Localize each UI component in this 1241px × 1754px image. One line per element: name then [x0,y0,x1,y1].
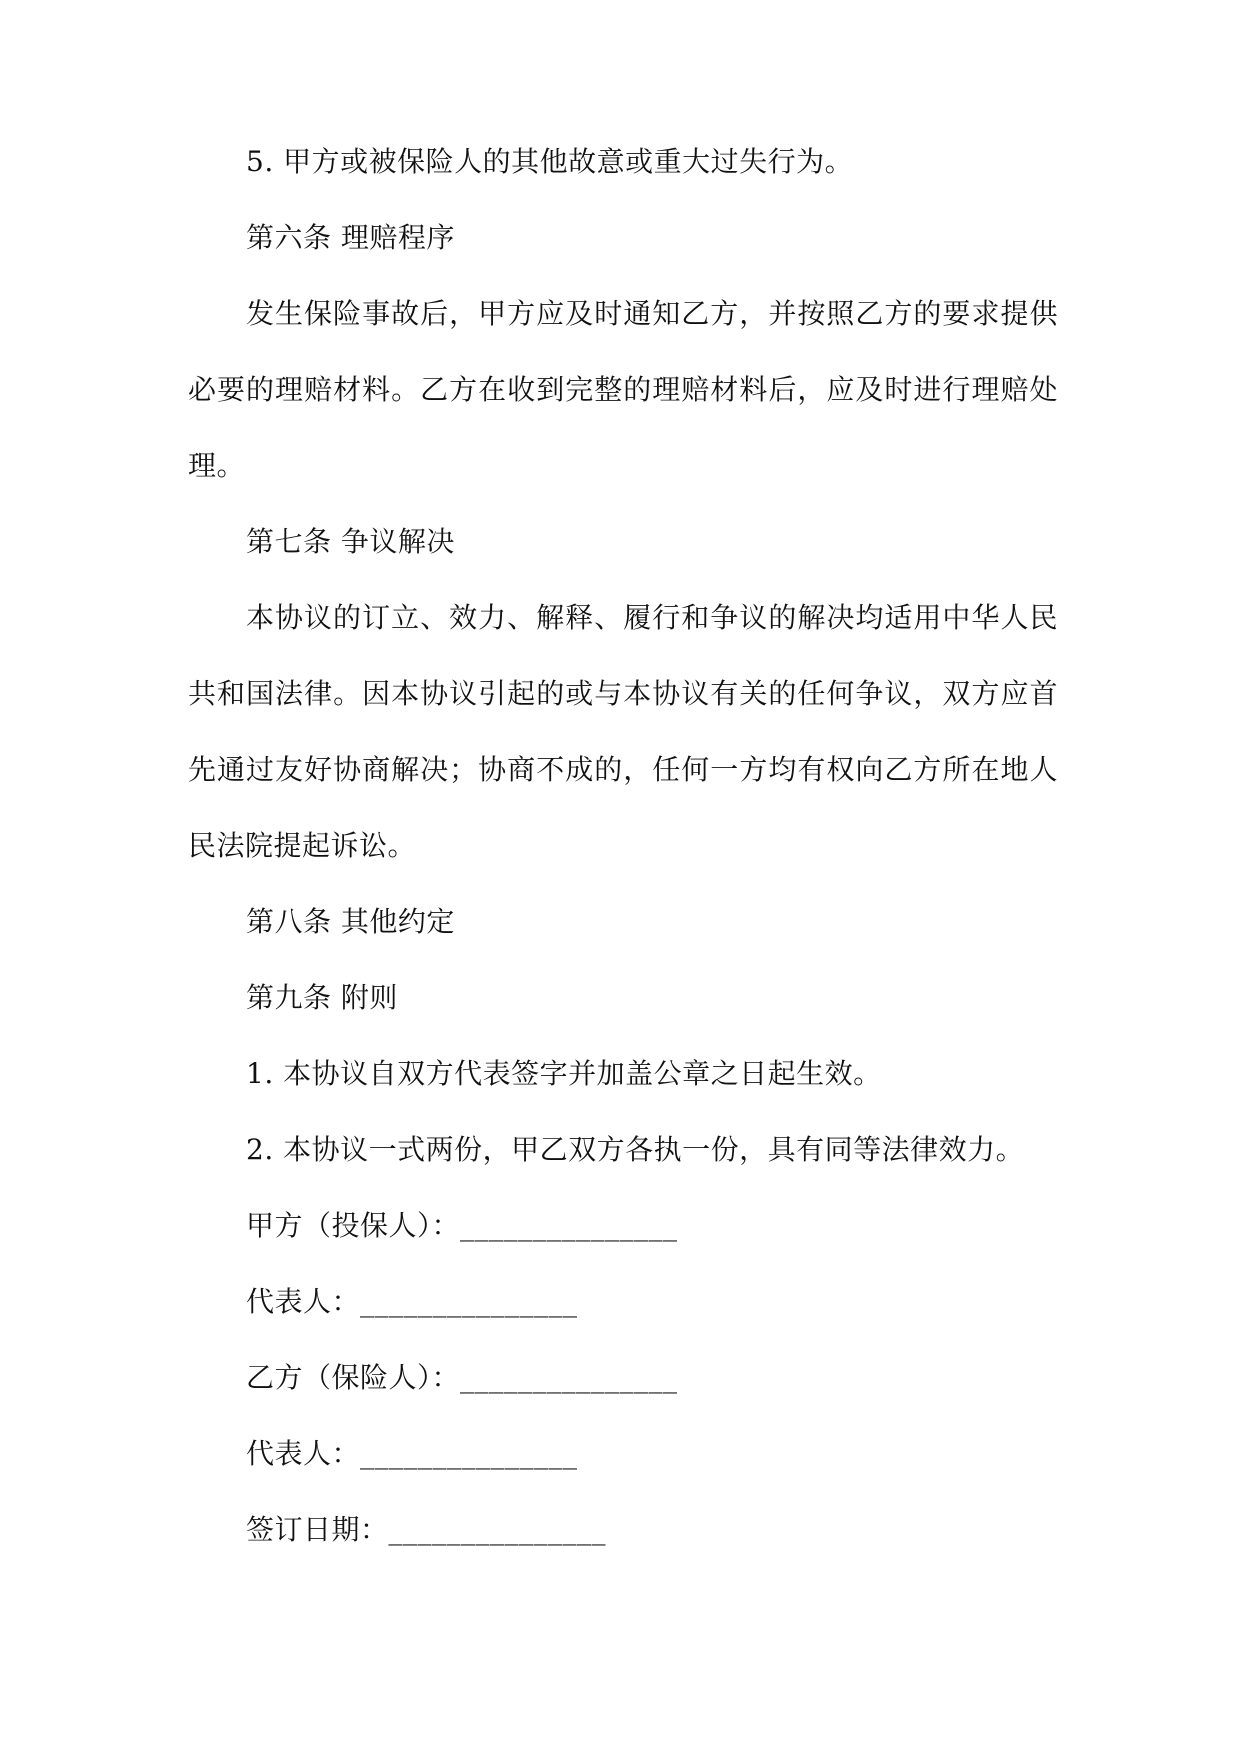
article-6-heading: 第六条 理赔程序 [246,221,455,254]
article-9-item-1: 1. 本协议自双方代表签字并加盖公章之日起生效。 [246,1057,882,1090]
article-8-heading: 第八条 其他约定 [246,905,455,938]
party-a-representative: 代表人：_______________ [246,1285,578,1318]
article-9-heading: 第九条 附则 [246,981,398,1014]
document-body [188,142,1058,1586]
party-b-representative: 代表人：_______________ [246,1437,578,1470]
signing-date: 签订日期：_______________ [246,1513,607,1546]
clause-5-item: 5. 甲方或被保险人的其他故意或重大过失行为。 [246,145,854,178]
article-6-body: 发生保险事故后，甲方应及时通知乙方，并按照乙方的要求提供必要的理赔材料。乙方在收到完整的理赔材料后，应及时进行理赔处理。 [188,297,1058,482]
party-b-signature: 乙方（保险人）：_______________ [246,1361,678,1394]
article-9-item-2: 2. 本协议一式两份，甲乙双方各执一份，具有同等法律效力。 [246,1133,1025,1166]
party-a-signature: 甲方（投保人）：_______________ [246,1209,678,1242]
article-7-body: 本协议的订立、效力、解释、履行和争议的解决均适用中华人民共和国法律。因本协议引起的或与本协议有关的任何争议，双方应首先通过友好协商解决；协商不成的，任何一方均有权向乙方所在地人民法院提起诉讼。 [188,601,1058,862]
article-7-heading: 第七条 争议解决 [246,525,455,558]
